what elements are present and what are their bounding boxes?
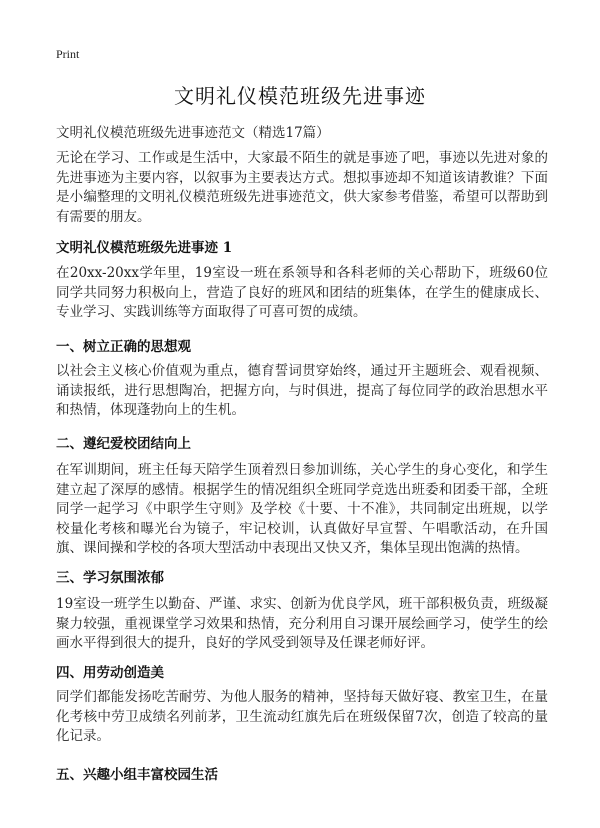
print-link[interactable]: Print — [56, 47, 80, 61]
document-subtitle: 文明礼仪模范班级先进事迹范文（精选17篇） — [56, 125, 330, 141]
page-title: 文明礼仪模范班级先进事迹 — [174, 84, 426, 108]
part-5-heading: 五、兴趣小组丰富校园生活 — [56, 767, 218, 783]
part-2-heading: 二、遵纪爱校团结向上 — [56, 436, 191, 452]
part-4-body: 同学们都能发扬吃苦耐劳、为他人服务的精神，坚持每天做好寝、教室卫生，在量化考核中劳卫成绩名列前茅，卫生流动红旗先后在班级保留7次，创造了较高的量化记录。 — [56, 689, 548, 744]
section-intro-paragraph: 在20xx-20xx学年里，19室设一班在系领导和各科老师的关心帮助下，班级60位同学共同努力积极向上，营造了良好的班风和团结的班集体，在学生的健康成长、专业学习、实践训练等方面取得了可喜可贺的成绩。 — [56, 265, 548, 320]
part-1-heading: 一、树立正确的思想观 — [56, 339, 191, 355]
part-2-body: 在军训期间，班主任每天陪学生顶着烈日参加训练，关心学生的身心变化，和学生建立起了深厚的感情。根据学生的情况组织全班同学竞选出班委和团委干部，全班同学一起学习《中职学生守则》及学校《十要、十不准》，共同制定出班规，以学校量化考核和曝光台为镜子，牢记校训，认真做好早宣誓、午唱歌活动，在升国旗、课间操和学校的各项大型活动中表现出又快又齐，集体呈现出饱满的热情。 — [56, 462, 548, 556]
part-3-body: 19室设一班学生以勤奋、严谨、求实、创新为优良学风，班干部积极负责，班级凝聚力较强，重视课堂学习效果和热情，充分利用自习课开展绘画学习，使学生的绘画水平得到很大的提升，良好的学风受到领导及任课老师好评。 — [56, 596, 548, 651]
part-3-heading: 三、学习氛围浓郁 — [56, 570, 164, 586]
part-1-body: 以社会主义核心价值观为重点，德育誓词贯穿始终，通过开主题班会、观看视频、诵读报纸，进行思想陶冶，把握方向，与时俱进，提高了每位同学的政治思想水平和热情，体现蓬勃向上的生机。 — [56, 363, 548, 418]
part-4-heading: 四、用劳动创造美 — [56, 665, 164, 681]
section-heading: 文明礼仪模范班级先进事迹 1 — [56, 240, 233, 256]
intro-paragraph: 无论在学习、工作或是生活中，大家最不陌生的就是事迹了吧，事迹以先进对象的先进事迹为主要内容，以叙事为主要表达方式。想拟事迹却不知道该请教谁？下面是小编整理的文明礼仪模范班级先进事迹范文，供大家参考借鉴，希望可以帮助到有需要的朋友。 — [56, 150, 548, 225]
